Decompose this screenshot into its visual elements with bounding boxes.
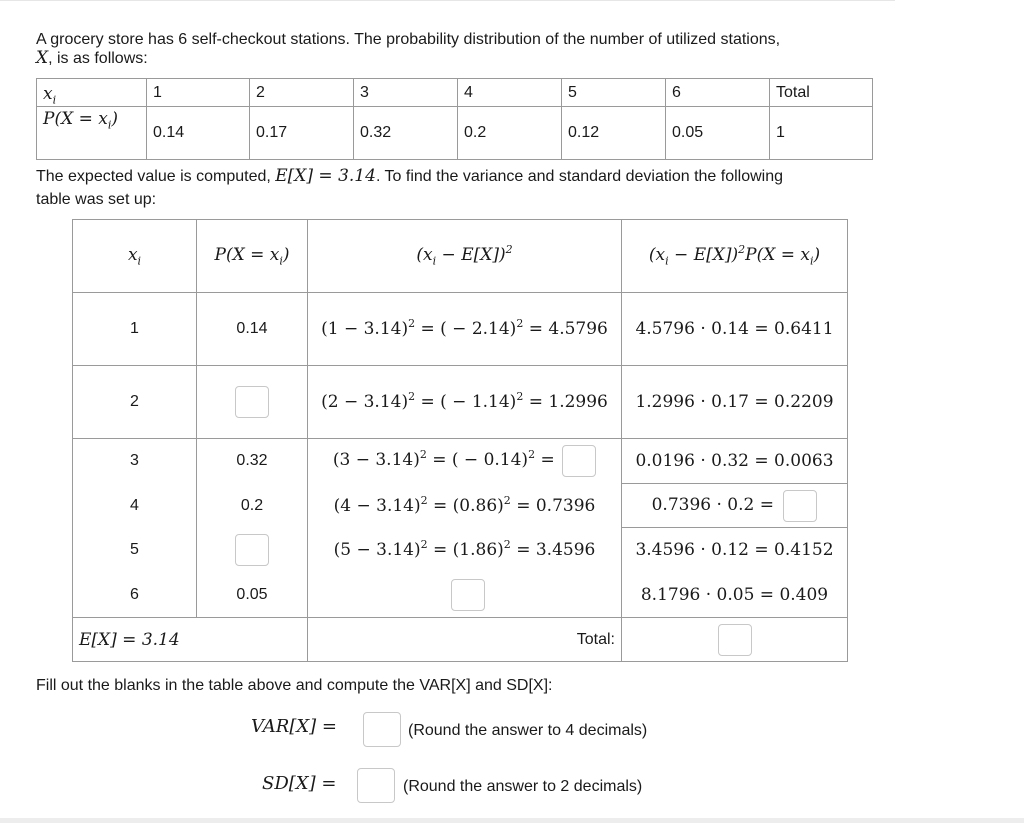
row6-p: 0.05 [197,573,308,618]
dist-x-4: 4 [458,79,562,107]
row4-product-input[interactable] [783,490,817,522]
header-squared-deviation: $(x_i - E[X])^2$ [308,220,622,293]
sd-label: SD[X] = [262,773,337,794]
footer-total-label: Total: [308,618,622,662]
row5-squared: $(5 - 3.14)^2 = (1.86)^2 = 3.4596$ [308,528,622,573]
dist-p-4: 0.2 [458,107,562,160]
table-row [73,293,848,366]
dist-x-6: 6 [666,79,770,107]
row3-product: 0.0196 · 0.32 = 0.0063 [622,439,848,484]
total-input[interactable] [718,624,752,656]
table-row [73,439,848,484]
header-weighted-squared-deviation: $(x_i - E[X])^2P(X = x_i)$ [622,220,848,293]
instructions: Fill out the blanks in the table above and compute the VAR[X] and SD[X]: [36,677,553,694]
row2-squared: $(2 - 3.14)^2$ = ( − 1.14)$^2$ = 1.2996 [308,366,622,439]
dist-x-5: 5 [562,79,666,107]
table-row [73,573,848,618]
dist-p-3: 0.32 [354,107,458,160]
row6-squared-input[interactable] [451,579,485,611]
table-row [73,528,848,573]
row2-p-cell [197,366,308,439]
dist-x-2: 2 [250,79,354,107]
expected-value-line-1: The expected value is computed, E[X] = 3.14. To find the variance and standard deviation the following [36,166,784,186]
dist-p-2: 0.17 [250,107,354,160]
row4-p: 0.2 [197,484,308,528]
row5-x: 5 [73,528,197,573]
row5-p-input[interactable] [235,534,269,566]
table-row [73,484,848,528]
var-x-symbol: X [36,48,49,68]
row1-p: 0.14 [197,293,308,366]
row6-product: 8.1796 · 0.05 = 0.409 [622,573,848,618]
row2-p-input[interactable] [235,386,269,418]
dist-x-3: 3 [354,79,458,107]
row1-squared: $(1 - 3.14)^2$ = ( − 2.14)$^2$ = 4.5796 [308,293,622,366]
dist-p-5: 0.12 [562,107,666,160]
var-input[interactable] [363,712,401,747]
header-p: $P(X = x_i)$ [197,220,308,293]
var-label: VAR[X] = [251,716,337,737]
footer-expected-value: E[X] = 3.14 [73,618,308,662]
distribution-table [36,78,873,160]
bottom-band [0,818,1024,823]
row6-squared-cell [308,573,622,618]
intro-line-1: A grocery store has 6 self-checkout stations. The probability distribution of the number of utilized stations, [36,31,781,48]
dist-p-6: 0.05 [666,107,770,160]
row3-squared-input[interactable] [562,445,596,477]
dist-p-total: 1 [770,107,873,160]
row4-product: 0.7396 · 0.2 = [622,484,848,528]
table-row [73,366,848,439]
variance-table [72,219,848,662]
dist-header-x: $x_i$ [37,79,147,107]
dist-header-p: $P(X = x_i)$ [37,107,147,160]
header-xi: $x_i$ [73,220,197,293]
row3-x: 3 [73,439,197,484]
row5-p-cell [197,528,308,573]
row4-x: 4 [73,484,197,528]
row4-squared: $(4 - 3.14)^2 = (0.86)^2 = 0.7396$ [308,484,622,528]
row2-product: 1.2996 · 0.17 = 0.2209 [622,366,848,439]
row1-x: 1 [73,293,197,366]
row6-x: 6 [73,573,197,618]
dist-p-1: 0.14 [147,107,250,160]
expected-value-line-2: table was set up: [36,191,157,208]
row1-product: 4.5796 · 0.14 = 0.6411 [622,293,848,366]
sd-input[interactable] [357,768,395,803]
sd-hint: (Round the answer to 2 decimals) [403,778,643,795]
row3-p: 0.32 [197,439,308,484]
footer-total-cell [622,618,848,662]
expected-value-expr: E[X] = 3.14 [275,166,376,186]
row3-squared: $(3 - 3.14)^2$ = ( − 0.14)$^2$ = [308,439,622,484]
dist-x-total: Total [770,79,873,107]
var-hint: (Round the answer to 4 decimals) [408,722,648,739]
row2-x: 2 [73,366,197,439]
intro-line-2: X, is as follows: [36,48,148,68]
row5-product: 3.4596 · 0.12 = 0.4152 [622,528,848,573]
dist-x-1: 1 [147,79,250,107]
top-divider [0,0,895,1]
